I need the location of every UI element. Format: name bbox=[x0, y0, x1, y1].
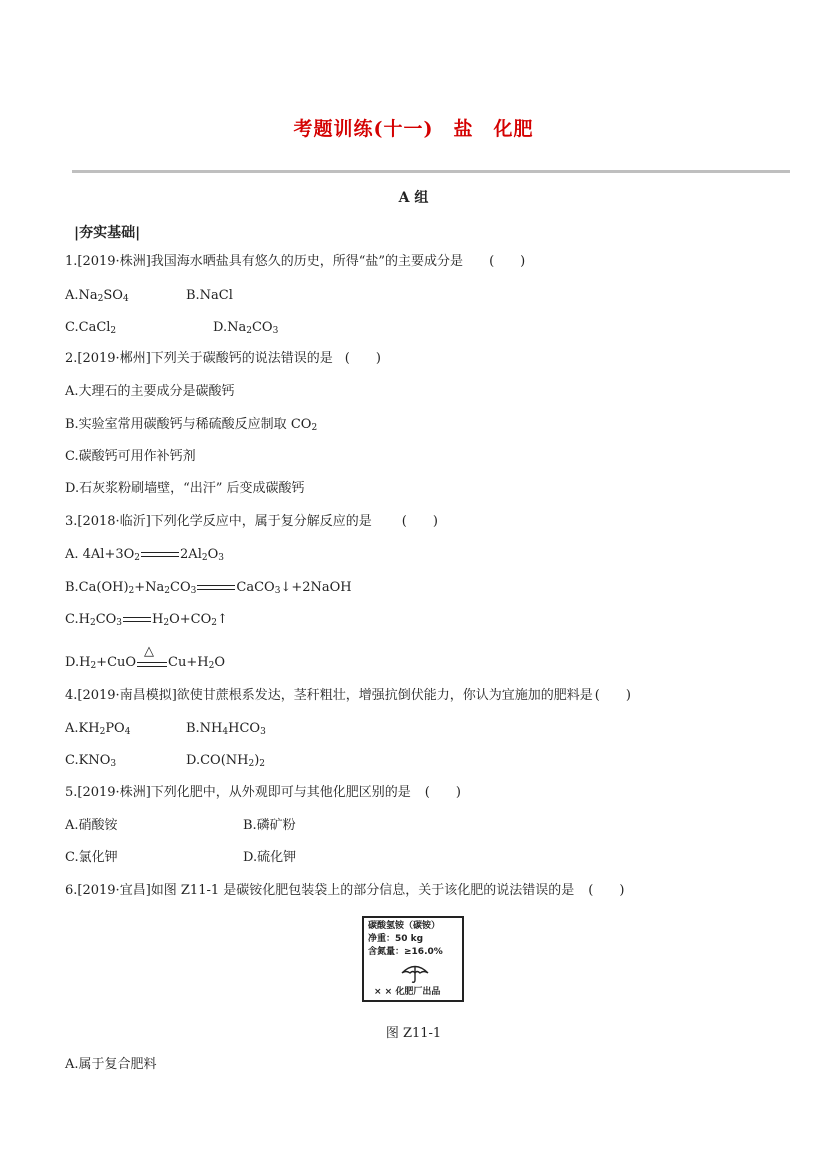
q3-option-d: $D.H_2+CuO$ △ $Cu+H_2O$ bbox=[65, 643, 226, 671]
q2-option-c: C.碳酸钙可用作补钙剂 bbox=[65, 449, 196, 464]
equals-sign bbox=[123, 617, 151, 623]
figure-caption: 图 Z11-1 bbox=[385, 1026, 442, 1041]
keep-dry-umbrella-icon bbox=[400, 962, 430, 984]
equals-sign bbox=[141, 552, 179, 558]
answer-blank: ( ) bbox=[489, 254, 526, 269]
question-6-stem bbox=[65, 882, 624, 900]
q4-option-d: $D.CO(NH_2)_2$ bbox=[186, 753, 266, 769]
q2-option-d: D.石灰浆粉刷墙壁，“出汗” 后变成碳酸钙 bbox=[65, 481, 305, 496]
label-product-name: 碳酸氢铵（碳铵） bbox=[368, 921, 441, 931]
question-5-stem bbox=[65, 784, 461, 802]
q1-option-b: B.NaCl bbox=[186, 288, 233, 303]
label-net-weight: 净重：50 kg bbox=[368, 934, 424, 944]
q1-option-a: $A.Na_2SO_4$ bbox=[65, 288, 129, 304]
q6-option-a: A.属于复合肥料 bbox=[65, 1057, 157, 1072]
section-heading: |夯实基础| bbox=[74, 225, 141, 241]
q4-option-a: $A.KH_2PO_4$ bbox=[65, 721, 131, 737]
q2-option-b: B.实验室常用碳酸钙与稀硫酸反应制取 $CO_2$ bbox=[65, 417, 318, 433]
page-title: 考题训练(十一) 盐 化肥 bbox=[293, 118, 534, 140]
fertilizer-package-label bbox=[362, 916, 464, 1002]
q4-option-c: $C.KNO_3$ bbox=[65, 753, 117, 769]
q1-option-c: C.CaCl$_2$ bbox=[65, 320, 117, 336]
group-heading: A 组 bbox=[398, 190, 429, 206]
question-1-text: 1.[2019·株洲]我国海水晒盐具有悠久的历史，所得“盐”的主要成分是 bbox=[65, 254, 464, 269]
title-divider bbox=[72, 170, 790, 173]
label-nitrogen-content: 含氮量：≥16.0% bbox=[368, 947, 443, 957]
question-2-text: 2.[2019·郴州]下列关于碳酸钙的说法错误的是 bbox=[65, 351, 333, 366]
answer-blank: ( ) bbox=[588, 883, 625, 898]
heating-condition bbox=[137, 643, 167, 667]
equals-sign bbox=[197, 585, 235, 591]
answer-blank: ( ) bbox=[344, 351, 381, 366]
q5-option-c: C.氯化钾 bbox=[65, 850, 118, 865]
q3-option-b: $B.Ca(OH)_2+Na_2CO_3$ CaCO$_3$↓+2NaOH bbox=[65, 580, 352, 596]
q3-option-c: $C.H_2CO_3$ $H_2O+CO_2↑$ bbox=[65, 612, 228, 628]
answer-blank: ( ) bbox=[594, 688, 631, 703]
heat-triangle-icon: △ bbox=[144, 643, 155, 659]
q1-option-d: $D.Na_2CO_3$ bbox=[213, 320, 279, 336]
question-4-text: 4.[2019·南昌模拟]欲使甘蔗根系发达，茎秆粗壮，增强抗倒伏能力，你认为宜施加的肥料是 bbox=[65, 688, 593, 703]
q4-option-b: $B.NH_4HCO_3$ bbox=[186, 721, 266, 737]
answer-blank: ( ) bbox=[424, 785, 461, 800]
question-3-stem bbox=[65, 513, 438, 531]
q3-option-a: A. $4Al+3O_2$ $2Al_2O_3$ bbox=[65, 547, 224, 563]
q2-option-a: A.大理石的主要成分是碳酸钙 bbox=[65, 384, 235, 399]
question-2-stem bbox=[65, 350, 381, 368]
question-6-text: 6.[2019·宜昌]如图 Z11-1 是碳铵化肥包装袋上的部分信息，关于该化肥的说法错误的是 bbox=[65, 883, 575, 898]
q5-option-d: D.硫化钾 bbox=[243, 850, 297, 865]
q5-option-b: B.磷矿粉 bbox=[243, 818, 296, 833]
question-1-stem bbox=[65, 253, 525, 271]
question-4-stem bbox=[65, 687, 631, 705]
q5-option-a: A.硝酸铵 bbox=[65, 818, 118, 833]
answer-blank: ( ) bbox=[401, 514, 438, 529]
question-5-text: 5.[2019·株洲]下列化肥中，从外观即可与其他化肥区别的是 bbox=[65, 785, 411, 800]
question-3-text: 3.[2018·临沂]下列化学反应中，属于复分解反应的是 bbox=[65, 514, 372, 529]
label-manufacturer: × × 化肥厂出品 bbox=[374, 987, 441, 997]
